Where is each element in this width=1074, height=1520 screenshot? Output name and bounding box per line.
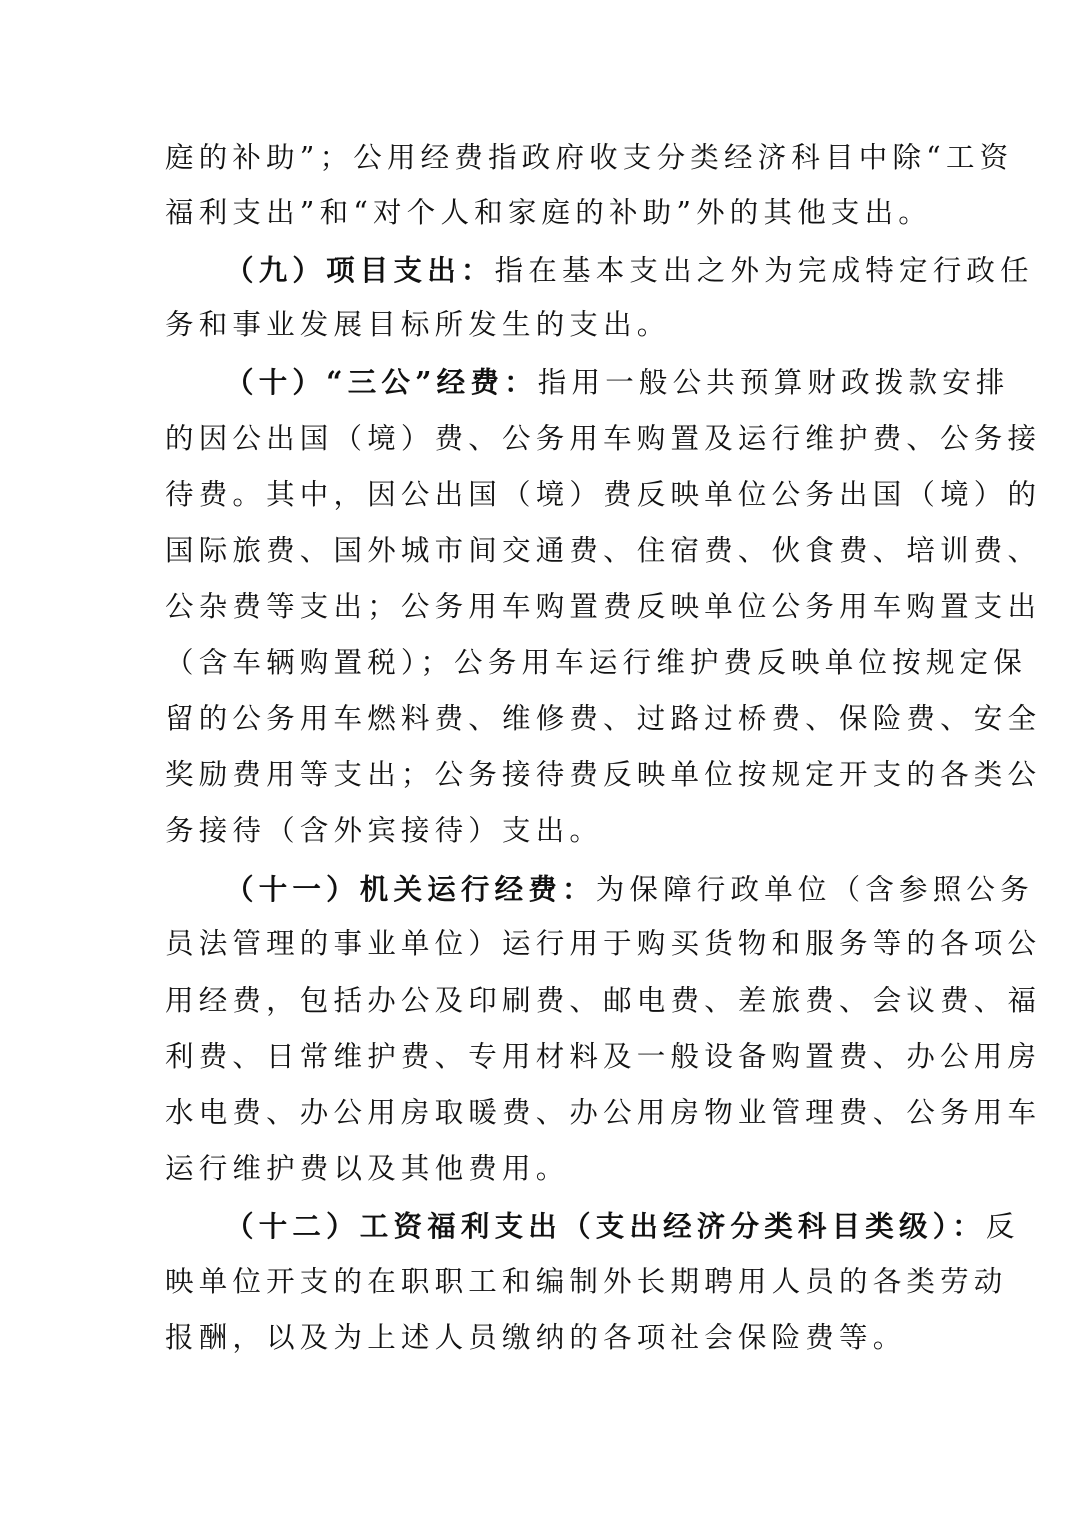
section-heading-line xyxy=(225,362,1010,402)
text-line xyxy=(165,138,1014,178)
text-line xyxy=(165,475,1042,515)
line-text: 奖励费用等支出；公务接待费反映单位按规定开支的各类公 xyxy=(165,758,1042,791)
line-text: 员法管理的事业单位）运行用于购买货物和服务等的各项公 xyxy=(165,927,1042,960)
section-heading-line xyxy=(225,250,1034,290)
line-text: 报酬，以及为上述人员缴纳的各项社会保险费等。 xyxy=(165,1321,907,1354)
section-heading: （十）“三公”经费： xyxy=(225,365,538,399)
section-heading-line xyxy=(225,869,1034,909)
text-line xyxy=(165,981,1042,1021)
line-text: 待费。其中，因公出国（境）费反映单位公务出国（境）的 xyxy=(165,478,1042,511)
line-text: 反 xyxy=(985,1210,1020,1243)
section-heading: （九）项目支出： xyxy=(225,253,495,287)
line-text: 水电费、办公用房取暖费、办公用房物业管理费、公务用车 xyxy=(165,1096,1042,1129)
line-text: 映单位开支的在职职工和编制外长期聘用人员的各类劳动 xyxy=(165,1265,1008,1298)
section-heading: （十二）工资福利支出（支出经济分类科目类级）： xyxy=(225,1209,986,1243)
text-line xyxy=(165,193,933,233)
line-text: 务和事业发展目标所发生的支出。 xyxy=(165,308,671,341)
text-line xyxy=(165,699,1042,739)
line-text: 指在基本支出之外为完成特定行政任 xyxy=(494,254,1034,287)
text-line xyxy=(165,643,1027,683)
section-heading-line xyxy=(225,1206,1020,1246)
line-text: 指用一般公共预算财政拨款安排 xyxy=(537,366,1010,399)
line-text: 的因公出国（境）费、公务用车购置及运行维护费、公务接 xyxy=(165,422,1042,455)
text-line xyxy=(165,1037,1042,1077)
line-text: 为保障行政单位（含参照公务 xyxy=(595,873,1034,906)
line-text: 公杂费等支出；公务用车购置费反映单位公务用车购置支出 xyxy=(165,590,1042,623)
text-line xyxy=(165,305,915,345)
text-line xyxy=(165,1093,1042,1133)
text-line xyxy=(165,1262,1008,1302)
line-text: （含车辆购置税）；公务用车运行维护费反映单位按规定保 xyxy=(165,646,1027,679)
text-line xyxy=(165,1149,915,1189)
line-text: 国际旅费、国外城市间交通费、住宿费、伙食费、培训费、 xyxy=(165,534,1042,567)
line-text: 务接待（含外宾接待）支出。 xyxy=(165,814,604,847)
text-line xyxy=(165,419,1042,459)
section-heading: （十一）机关运行经费： xyxy=(225,872,596,906)
text-line xyxy=(165,531,1042,571)
line-text: 利费、日常维护费、专用材料及一般设备购置费、办公用房 xyxy=(165,1040,1042,1073)
line-text: 留的公务用车燃料费、维修费、过路过桥费、保险费、安全 xyxy=(165,702,1042,735)
line-text: 用经费，包括办公及印刷费、邮电费、差旅费、会议费、福 xyxy=(165,984,1042,1017)
text-line xyxy=(165,587,1042,627)
line-text: 庭的补助”；公用经费指政府收支分类经济科目中除“工资 xyxy=(165,141,1014,174)
text-line xyxy=(165,1318,915,1358)
text-line xyxy=(165,811,915,851)
text-line xyxy=(165,924,1042,964)
line-text: 运行维护费以及其他费用。 xyxy=(165,1152,570,1185)
line-text: 福利支出”和“对个人和家庭的补助”外的其他支出。 xyxy=(165,196,933,229)
text-line xyxy=(165,755,1042,795)
